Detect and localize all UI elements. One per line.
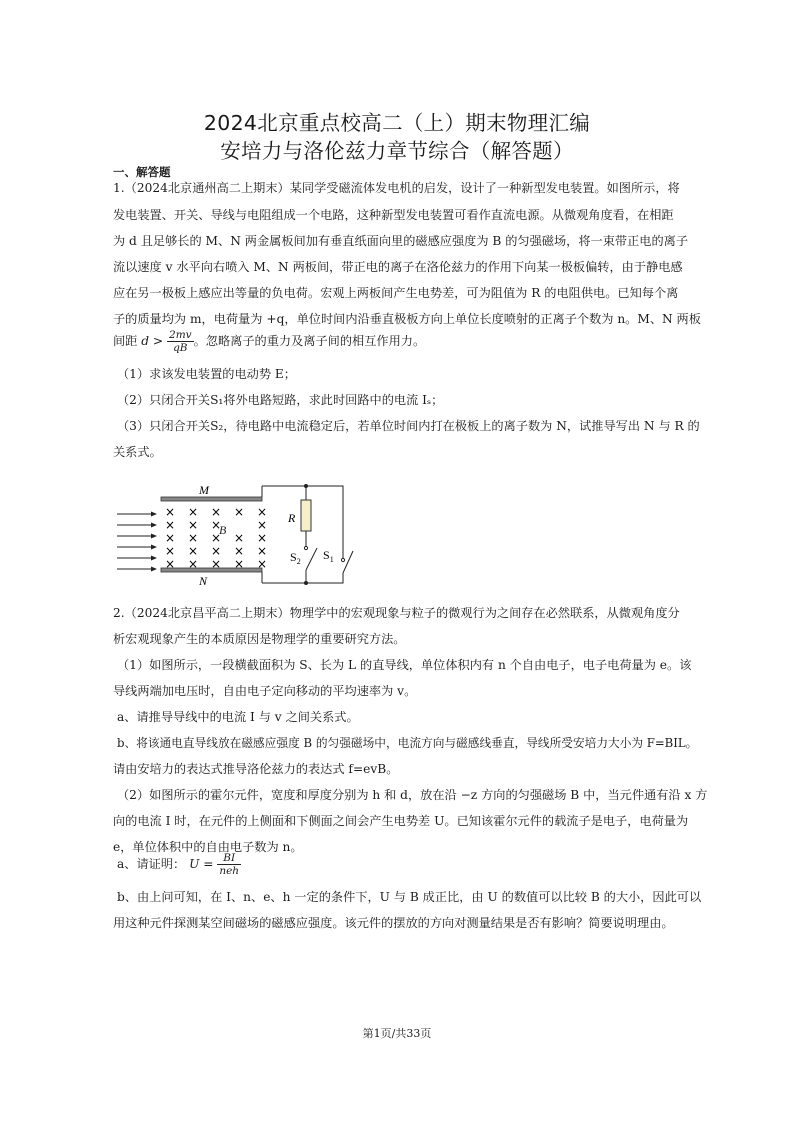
ion-arrow-head — [151, 534, 157, 539]
q1-condition-line — [113, 329, 425, 354]
q2-line: （2）如图所示的霍尔元件，宽度和厚度分别为 h 和 d，放在沿 −z 方向的匀强磁场 B 中，当元件通有沿 x 方 — [117, 788, 708, 802]
fraction-denominator: neh — [219, 865, 240, 877]
field-cross: × — [233, 531, 245, 545]
q2-line: b、由上问可知，在 I、n、e、h 一定的条件下，U 与 B 成正比，由 U 的数值可以比较 B 的大小，因此可以 — [117, 890, 702, 904]
ion-arrow-head — [151, 512, 157, 517]
resistor-r — [301, 500, 311, 531]
label-n: N — [199, 574, 208, 588]
q1-part-3-cont: 关系式。 — [113, 445, 162, 459]
field-cross: × — [187, 505, 199, 519]
q1-line: 1.（2024北京通州高二上期末）某同学受磁流体发电机的启发，设计了一种新型发电装置。如图所示，将 — [113, 181, 680, 195]
q2-line: 2.（2024北京昌平高二上期末）物理学中的宏观现象与粒子的微观行为之间存在必然联系，从微观角度分 — [113, 606, 680, 620]
q2-line: 析宏观现象产生的本质原因是物理学的重要研究方法。 — [113, 632, 406, 646]
section-heading: 一、解答题 — [113, 165, 171, 179]
field-cross: × — [256, 544, 268, 558]
field-cross: × — [210, 505, 222, 519]
q1-line: 子的质量均为 m，电荷量为 +q，单位时间内沿垂直极板方向上单位长度喷射的正离子个数为 n。M、N 两板 — [113, 312, 701, 326]
ion-stream-arrows — [117, 512, 157, 572]
field-cross: × — [210, 544, 222, 558]
label-m: M — [199, 483, 209, 497]
field-cross: × — [233, 544, 245, 558]
q1-condition-inequality: d > — [141, 334, 164, 348]
q2-proof-lhs: U = — [189, 857, 214, 871]
ion-arrow-head — [151, 556, 157, 561]
switch-contact — [304, 546, 307, 549]
field-cross: × — [187, 557, 199, 571]
field-cross: × — [210, 557, 222, 571]
circuit-diagram — [113, 478, 363, 594]
q1-part-2: （2）只闭合开关S₁将外电路短路，求此时回路中的电流 Iₛ； — [117, 393, 444, 407]
field-cross: × — [187, 531, 199, 545]
field-cross: × — [256, 505, 268, 519]
q2-line: 导线两端加电压时，自由电子定向移动的平均速率为 v。 — [113, 684, 417, 698]
q1-condition-suffix: 。忽略离子的重力及离子间的相互作用力。 — [193, 334, 426, 348]
q2-line: 向的电流 I 时，在元件的上侧面和下侧面之间会产生电势差 U。已知该霍尔元件的载流子是电子，电荷量为 — [113, 814, 689, 828]
fraction-numerator: 2mv — [169, 329, 192, 341]
field-cross: × — [256, 557, 268, 571]
junction-node — [304, 581, 308, 585]
field-cross: × — [210, 518, 222, 532]
field-cross: × — [233, 505, 245, 519]
ion-arrow-head — [151, 567, 157, 572]
q2-proof-line — [117, 852, 241, 877]
switch-s2 — [306, 548, 317, 570]
field-cross: × — [256, 531, 268, 545]
plate-m — [161, 497, 262, 501]
field-cross: × — [187, 544, 199, 558]
junction-node — [304, 484, 308, 488]
q2-line: a、请推导导线中的电流 I 与 v 之间关系式。 — [117, 710, 359, 724]
q2-line: 请由安培力的表达式推导洛伦兹力的表达式 f=evB。 — [113, 762, 399, 776]
page-footer: 第1页/共33页 — [362, 1027, 432, 1040]
fraction-numerator: BI — [217, 852, 241, 865]
magnetic-field-crosses — [165, 505, 267, 571]
q1-line: 流以速度 v 水平向右喷入 M、N 两板间，带正电的离子在洛伦兹力的作用下向某一极板偏转，由于静电感 — [113, 260, 683, 274]
q1-part-3: （3）只闭合开关S₂，待电路中电流稳定后，若单位时间内打在极板上的离子数为 N，试推导写出 N 与 R 的 — [117, 419, 700, 433]
document-title-line2: 安培力与洛伦兹力章节综合（解答题） — [220, 139, 574, 163]
field-cross: × — [164, 531, 176, 545]
field-cross: × — [187, 518, 199, 532]
q1-condition-prefix: 间距 — [113, 334, 138, 348]
label-b: B — [219, 523, 227, 537]
switch-contact — [341, 558, 344, 561]
switch-s1 — [343, 551, 353, 573]
q2-line: （1）如图所示，一段横截面积为 S、长为 L 的直导线，单位体积内有 n 个自由电子，电子电荷量为 e。该 — [117, 658, 692, 672]
q1-condition-fraction — [167, 329, 194, 354]
q1-part-1: （1）求该发电装置的电动势 E； — [117, 367, 296, 381]
q2-line: 用这种元件探测某空间磁场的磁感应强度。该元件的摆放的方向对测量结果是否有影响？简要说明理由。 — [113, 916, 674, 930]
q1-line: 应在另一极板上感应出等量的负电荷。宏观上两板间产生电势差，可为阻值为 R 的电阻供电。已知每个离 — [113, 286, 679, 300]
field-cross: × — [256, 518, 268, 532]
field-cross: × — [164, 557, 176, 571]
q2-line: e，单位体积中的自由电子数为 n。 — [113, 840, 303, 854]
ion-arrow-head — [151, 523, 157, 528]
label-s2: $S_2$ — [290, 550, 301, 566]
q1-line: 发电装置、开关、导线与电阻组成一个电路，这种新型发电装置可看作直流电源。从微观角度看，在相距 — [113, 208, 674, 222]
fraction-denominator: qB — [173, 342, 188, 354]
q2-line: b、将该通电直导线放在磁感应强度 B 的匀强磁场中，电流方向与磁感线垂直，导线所受安培力大小为 F=BIL。 — [117, 736, 698, 750]
document-title-line1: 2024北京重点校高二（上）期末物理汇编 — [203, 111, 591, 135]
q2-proof-fraction — [217, 852, 241, 877]
field-cross: × — [210, 531, 222, 545]
field-cross: × — [233, 557, 245, 571]
field-cross: × — [164, 544, 176, 558]
label-s1: $S_1$ — [323, 548, 334, 564]
field-cross: × — [164, 518, 176, 532]
field-cross: × — [164, 505, 176, 519]
ion-arrow-head — [151, 545, 157, 550]
q1-line: 为 d 且足够长的 M、N 两金属板间加有垂直纸面向里的磁感应强度为 B 的匀强磁场，将一束带正电的离子 — [113, 234, 689, 248]
label-r: R — [288, 511, 296, 525]
q2-proof-prefix: a、请证明： — [117, 857, 186, 871]
